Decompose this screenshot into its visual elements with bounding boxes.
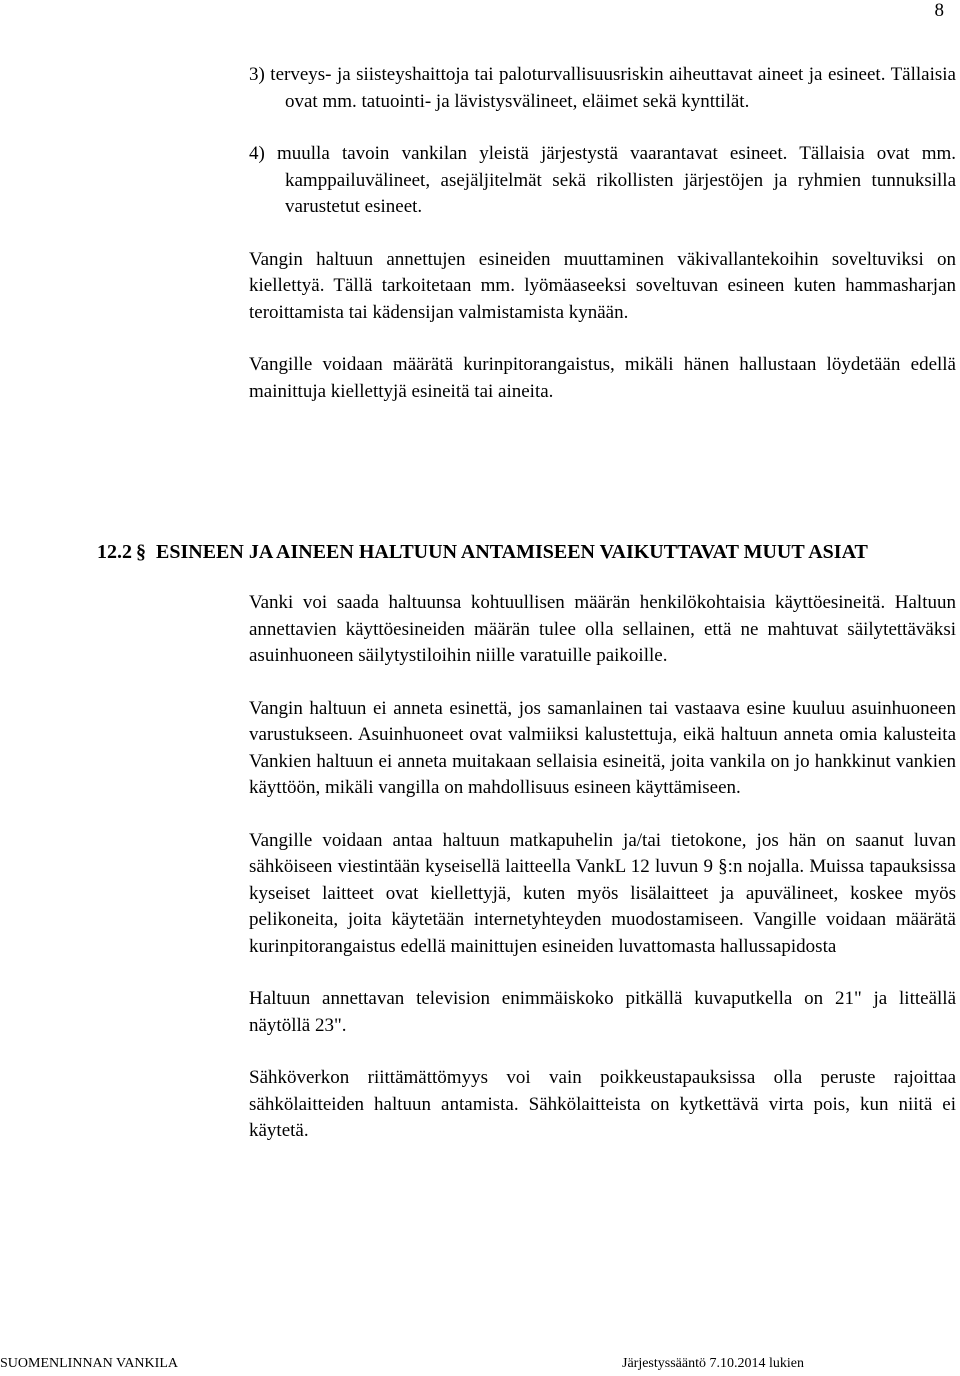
paragraph-room-equipment: Vangin haltuun ei anneta esinettä, jos samanlainen tai vastaava esine kuuluu asuinhuoneen varustukseen. Asuinhuoneet ovat valmiiksi kalustettuja, eikä haltuun anneta omia kalusteita Vankien haltuun ei anneta muitakaan sellaisia esineitä, joita vankila on jo hankkinut vankien käyttöön, mikäli vangilla on mahdollisuus esineen käyttämiseen. [249,697,956,798]
section-title: ESINEEN JA AINEEN HALTUUN ANTAMISEEN VAIKUTTAVAT MUUT ASIAT [156,541,868,563]
paragraph-modification-ban: Vangin haltuun annettujen esineiden muuttaminen väkivallantekoihin soveltuviksi on kiellettyä. Tällä tarkoitetaan mm. lyömäaseeksi soveltuvan esineen kuten hammasharjan teroittamista tai kädensijan valmistamista kynään. [249,248,956,323]
paragraph-personal-items: Vanki voi saada haltuunsa kohtuullisen määrän henkilökohtaisia käyttöesineitä. Haltuun annettavien käyttöesineiden määrän tulee olla sellainen, että ne mahtuvat säilytettäväksi asuinhuoneen säilytystiloihin niille varatuille paikoille. [249,592,956,666]
paragraph-disciplinary-penalty: Vangille voidaan määrätä kurinpitorangaistus, mikäli hänen hallustaan löydetään edellä mainittuja kiellettyjä esineitä tai aineita. [249,354,956,402]
footer-institution: SUOMENLINNAN VANKILA [0,1356,178,1371]
section-number: 12.2 [97,541,132,563]
footer-effective-date: Järjestyssääntö 7.10.2014 lukien [622,1356,804,1371]
section-heading [97,538,957,566]
paragraph-electrical-devices: Sähköverkon riittämättömyys voi vain poikkeustapauksissa olla peruste rajoittaa sähkölaitteiden haltuun antamista. Sähkölaitteista on kytkettävä virta pois, kun niitä ei käytetä. [249,1067,956,1141]
document-body-bottom [249,590,956,1145]
paragraph-phone-computer: Vangille voidaan antaa haltuun matkapuhelin ja/tai tietokone, jos hän on saanut luvan sähköiseen viestintään kyseisellä laitteella VankL 12 luvun 9 §:n nojalla. Muissa tapauksissa kyseiset laitteet ovat kiellettyjä, kuten myös lisälaitteet ja apuvälineet, koskee myös pelikoneita, joita käytetään internetyhteyden muodostamiseen. Vangille voidaan määrätä kurinpitorangaistus edellä mainittujen esineiden luvattomasta hallussapidosta [249,829,956,957]
list-item-3: 3) terveys- ja siisteyshaittoja tai paloturvallisuusriskin aiheuttavat aineet ja esineet. Tällaisia ovat mm. tatuointi- ja lävistysvälineet, eläimet sekä kynttilät. [249,64,956,112]
section-mark: § [136,541,146,563]
document-body-top [249,62,956,405]
page-number: 8 [934,0,944,21]
list-item-4: 4) muulla tavoin vankilan yleistä järjestystä vaarantavat esineet. Tällaisia ovat mm. kamppailuvälineet, asejäljitelmät sekä rikollisten järjestöjen ja ryhmien tunnuksilla varustetut esineet. [249,143,956,217]
paragraph-television-size: Haltuun annettavan television enimmäiskoko pitkällä kuvaputkella on 21" ja litteällä näytöllä 23". [249,988,956,1036]
